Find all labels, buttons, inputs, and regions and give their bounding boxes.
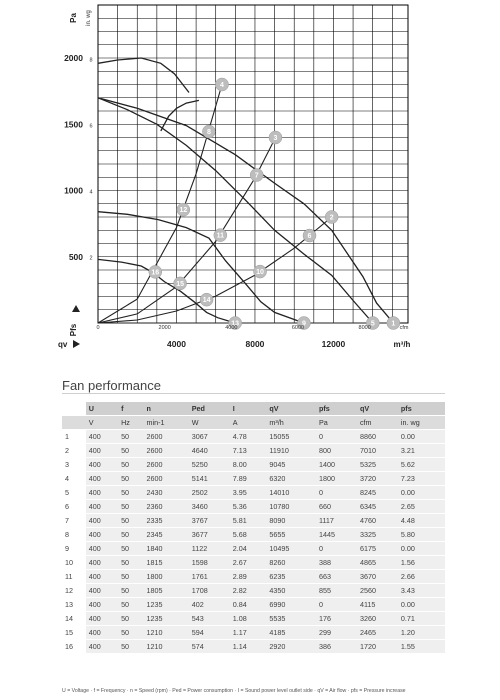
operating-point-marker [325,211,338,224]
y-tick-label: 500 [68,251,83,262]
table-cell: 2600 [144,472,189,485]
table-cell: 3720 [357,472,398,485]
table-cell: 2.82 [230,584,267,597]
table-cell: 5141 [189,472,230,485]
table-cell: 400 [86,486,118,499]
unit-cell: Pa [316,416,357,429]
unit-cell: m³/h [266,416,316,429]
table-cell: 3460 [189,500,230,513]
table-cell: 400 [86,612,118,625]
col-header-n: n [144,402,189,415]
table-cell: 3670 [357,570,398,583]
table-cell: 400 [86,472,118,485]
table-cell: 4.48 [398,514,445,527]
row-number: 1 [62,430,86,443]
table-cell: 0 [316,542,357,555]
table-cell: 50 [118,486,143,499]
table-cell: 50 [118,626,143,639]
unit-cell: W [189,416,230,429]
operating-point-marker [216,78,229,91]
table-cell: 5.68 [230,528,267,541]
y-tick-label: 1500 [64,119,83,130]
table-corner-cell [62,402,86,415]
table-cell: 400 [86,444,118,457]
x-axis-arrow [73,340,80,348]
col-header-u: U [86,402,118,415]
x-axis-label: qv [58,340,68,349]
table-cell: 2600 [144,458,189,471]
table-row [62,640,445,653]
operating-point-label: 5 [370,320,375,328]
operating-point-label: 14 [202,297,211,305]
table-cell: 402 [189,598,230,611]
table-row [62,472,445,485]
operating-point-marker [174,277,187,290]
table-cell: 1598 [189,556,230,569]
table-cell: 1.20 [398,626,445,639]
table-cell: 3.43 [398,584,445,597]
operating-point-label: 1 [391,320,396,328]
operating-point-marker [303,229,316,242]
table-cell: 4865 [357,556,398,569]
unit-cell: min-1 [144,416,189,429]
table-cell: 1210 [144,640,189,653]
table-cell: 400 [86,514,118,527]
table-cell: 1.14 [230,640,267,653]
unit-cell: cfm [357,416,398,429]
table-cell: 7.89 [230,472,267,485]
title-divider [62,393,445,394]
operating-point-label: 15 [176,280,185,288]
operating-point-label: 7 [254,172,259,180]
table-cell: 3067 [189,430,230,443]
table-cell: 660 [316,500,357,513]
table-cell: 400 [86,528,118,541]
x-tick-label: 12000 [321,339,346,349]
x2-tick-label: 2000 [158,325,171,331]
table-cell: 1.56 [398,556,445,569]
table-cell: 1800 [144,570,189,583]
table-cell: 1235 [144,612,189,625]
table-cell: 3767 [189,514,230,527]
table-cell: 0.00 [398,430,445,443]
table-cell: 0.00 [398,486,445,499]
table-cell: 0.71 [398,612,445,625]
table-cell: 400 [86,626,118,639]
operating-point-label: 2 [329,214,334,222]
table-cell: 2.67 [230,556,267,569]
y-axis-arrow [72,305,80,312]
table-cell: 50 [118,542,143,555]
table-cell: 8860 [357,430,398,443]
table-cell: 15055 [266,430,316,443]
table-cell: 400 [86,430,118,443]
table-cell: 5655 [266,528,316,541]
table-cell: 1761 [189,570,230,583]
table-cell: 50 [118,570,143,583]
table-cell: 3.21 [398,444,445,457]
operating-point-label: 13 [231,320,240,328]
col-header-pfs-inwg: pfs [398,402,445,415]
table-cell: 400 [86,598,118,611]
row-number: 6 [62,500,86,513]
x-unit-label: m³/h [393,340,411,349]
table-cell: 2.65 [398,500,445,513]
fan-performance-table [62,401,445,654]
table-row [62,486,445,499]
y-tick-label: 2000 [64,53,83,63]
table-cell: 1800 [316,472,357,485]
table-cell: 400 [86,458,118,471]
table-cell: 6235 [266,570,316,583]
table-cell: 5250 [189,458,230,471]
table-cell: 50 [118,472,143,485]
table-row [62,430,445,443]
table-cell: 50 [118,458,143,471]
table-cell: 388 [316,556,357,569]
operating-point-label: 16 [151,269,160,277]
table-units-row [62,416,445,429]
table-cell: 1445 [316,528,357,541]
operating-point-marker [177,203,190,216]
table-cell: 6345 [357,500,398,513]
row-number: 9 [62,542,86,555]
table-cell: 2345 [144,528,189,541]
operating-point-marker [200,293,213,306]
operating-point-marker [214,229,227,242]
table-cell: 0.00 [398,598,445,611]
table-row [62,626,445,639]
col-header-ped: Ped [189,402,230,415]
table-cell: 5.36 [230,500,267,513]
row-number: 10 [62,556,86,569]
table-row [62,556,445,569]
row-number: 12 [62,584,86,597]
y2-unit-label: in. wg [86,10,92,26]
table-corner-cell [62,416,86,429]
y-unit-label: Pa [69,13,78,23]
table-cell: 400 [86,556,118,569]
table-cell: 1805 [144,584,189,597]
table-cell: 2920 [266,640,316,653]
y2-tick-label: 8 [89,57,93,64]
table-row [62,528,445,541]
table-cell: 5.80 [398,528,445,541]
row-number: 5 [62,486,86,499]
table-cell: 7.13 [230,444,267,457]
table-cell: 9045 [266,458,316,471]
table-cell: 4115 [357,598,398,611]
table-cell: 400 [86,500,118,513]
operating-point-label: 12 [179,207,188,215]
table-cell: 299 [316,626,357,639]
table-row [62,598,445,611]
table-cell: 0 [316,486,357,499]
operating-point-marker [387,317,400,330]
operating-point-marker [250,168,263,181]
table-cell: 400 [86,570,118,583]
table-cell: 855 [316,584,357,597]
operating-point-marker [269,131,282,144]
row-number: 16 [62,640,86,653]
col-header-i: I [230,402,267,415]
table-cell: 1400 [316,458,357,471]
col-header-pfs-pa: pfs [316,402,357,415]
x2-tick-label: 0 [96,325,100,331]
table-cell: 3677 [189,528,230,541]
table-cell: 50 [118,640,143,653]
table-cell: 8245 [357,486,398,499]
table-cell: 2430 [144,486,189,499]
col-header-qv-m3h: qV [266,402,316,415]
table-cell: 800 [316,444,357,457]
y2-tick-label: 4 [89,189,93,196]
table-row [62,500,445,513]
table-cell: 0.84 [230,598,267,611]
table-cell: 7010 [357,444,398,457]
y-tick-label: 1000 [64,185,83,196]
table-cell: 7.23 [398,472,445,485]
table-cell: 1708 [189,584,230,597]
operating-point-label: 3 [273,135,278,142]
operating-point-label: 6 [307,233,312,241]
table-row [62,584,445,597]
y2-tick-label: 2 [89,255,93,262]
table-cell: 5.62 [398,458,445,471]
unit-cell: A [230,416,267,429]
table-row [62,570,445,583]
x2-tick-label: 6000 [291,325,305,331]
operating-point-label: 9 [301,320,306,328]
row-number: 4 [62,472,86,485]
col-header-f: f [118,402,143,415]
table-cell: 8090 [266,514,316,527]
row-number: 7 [62,514,86,527]
table-cell: 10495 [266,542,316,555]
table-cell: 11910 [266,444,316,457]
table-cell: 5.81 [230,514,267,527]
table-cell: 1122 [189,542,230,555]
table-cell: 2600 [144,430,189,443]
table-cell: 4760 [357,514,398,527]
table-cell: 400 [86,584,118,597]
operating-point-label: 4 [220,82,224,89]
table-cell: 3.95 [230,486,267,499]
table-cell: 5535 [266,612,316,625]
table-cell: 2600 [144,444,189,457]
table-cell: 5325 [357,458,398,471]
table-cell: 386 [316,640,357,653]
x2-tick-label: 8000 [358,325,371,331]
operating-point-marker [202,125,215,138]
table-cell: 2335 [144,514,189,527]
col-header-qv-cfm: qV [357,402,398,415]
table-cell: 0 [316,598,357,611]
table-cell: 50 [118,514,143,527]
table-row [62,444,445,457]
table-row [62,514,445,527]
table-cell: 6990 [266,598,316,611]
operating-point-label: 10 [256,269,264,277]
table-cell: 1210 [144,626,189,639]
table-cell: 3260 [357,612,398,625]
fan-curve-line [161,100,199,130]
unit-cell: in. wg [398,416,445,429]
operating-point-marker [254,265,267,278]
table-cell: 1.55 [398,640,445,653]
table-cell: 6175 [357,542,398,555]
fan-performance-title: Fan performance [62,378,161,393]
table-cell: 1235 [144,598,189,611]
table-cell: 543 [189,612,230,625]
table-cell: 50 [118,584,143,597]
y-axis-label: Pfs [69,323,78,337]
table-header-row [62,402,445,415]
table-cell: 594 [189,626,230,639]
table-cell: 2.04 [230,542,267,555]
table-cell: 50 [118,430,143,443]
table-cell: 2465 [357,626,398,639]
unit-cell: V [86,416,118,429]
table-cell: 663 [316,570,357,583]
table-cell: 176 [316,612,357,625]
unit-cell: Hz [118,416,143,429]
x-tick-label: 4000 [167,339,186,349]
table-cell: 10780 [266,500,316,513]
table-cell: 8.00 [230,458,267,471]
table-cell: 4350 [266,584,316,597]
table-body [62,430,445,653]
table-cell: 2560 [357,584,398,597]
table-cell: 574 [189,640,230,653]
table-cell: 400 [86,640,118,653]
row-number: 11 [62,570,86,583]
fan-curve-line [98,58,189,93]
table-cell: 1117 [316,514,357,527]
x2-unit-label: cfm [399,325,409,331]
table-cell: 1840 [144,542,189,555]
table-row [62,458,445,471]
x-tick-label: 8000 [245,339,265,349]
row-number: 3 [62,458,86,471]
table-cell: 1720 [357,640,398,653]
operating-point-label: 11 [216,232,225,240]
table-row [62,542,445,555]
operating-point-label: 8 [206,129,211,137]
table-cell: 2.66 [398,570,445,583]
row-number: 14 [62,612,86,625]
operating-point-marker [149,265,162,278]
table-cell: 2502 [189,486,230,499]
table-cell: 2360 [144,500,189,513]
row-number: 8 [62,528,86,541]
table-cell: 50 [118,500,143,513]
y2-tick-label: 6 [89,123,93,130]
table-cell: 2.89 [230,570,267,583]
table-cell: 50 [118,528,143,541]
table-cell: 4640 [189,444,230,457]
table-cell: 0 [316,430,357,443]
table-row [62,612,445,625]
table-cell: 50 [118,444,143,457]
table-cell: 1.17 [230,626,267,639]
table-cell: 4185 [266,626,316,639]
table-cell: 50 [118,598,143,611]
table-cell: 0.00 [398,542,445,555]
table-cell: 50 [118,612,143,625]
table-cell: 14010 [266,486,316,499]
table-cell: 400 [86,542,118,555]
table-cell: 8260 [266,556,316,569]
table-cell: 4.78 [230,430,267,443]
table-cell: 1815 [144,556,189,569]
table-cell: 1.08 [230,612,267,625]
table-cell: 3325 [357,528,398,541]
table-footnote: U = Voltage · f = Frequency · n = Speed (rpm) · Ped = Power consumption · I = Sound power level outlet side · qV = Air flow · pfs = Pressure increase [62,688,406,694]
table-cell: 6320 [266,472,316,485]
row-number: 15 [62,626,86,639]
x2-tick-label: 4000 [225,325,238,331]
row-number: 13 [62,598,86,611]
table-cell: 50 [118,556,143,569]
row-number: 2 [62,444,86,457]
